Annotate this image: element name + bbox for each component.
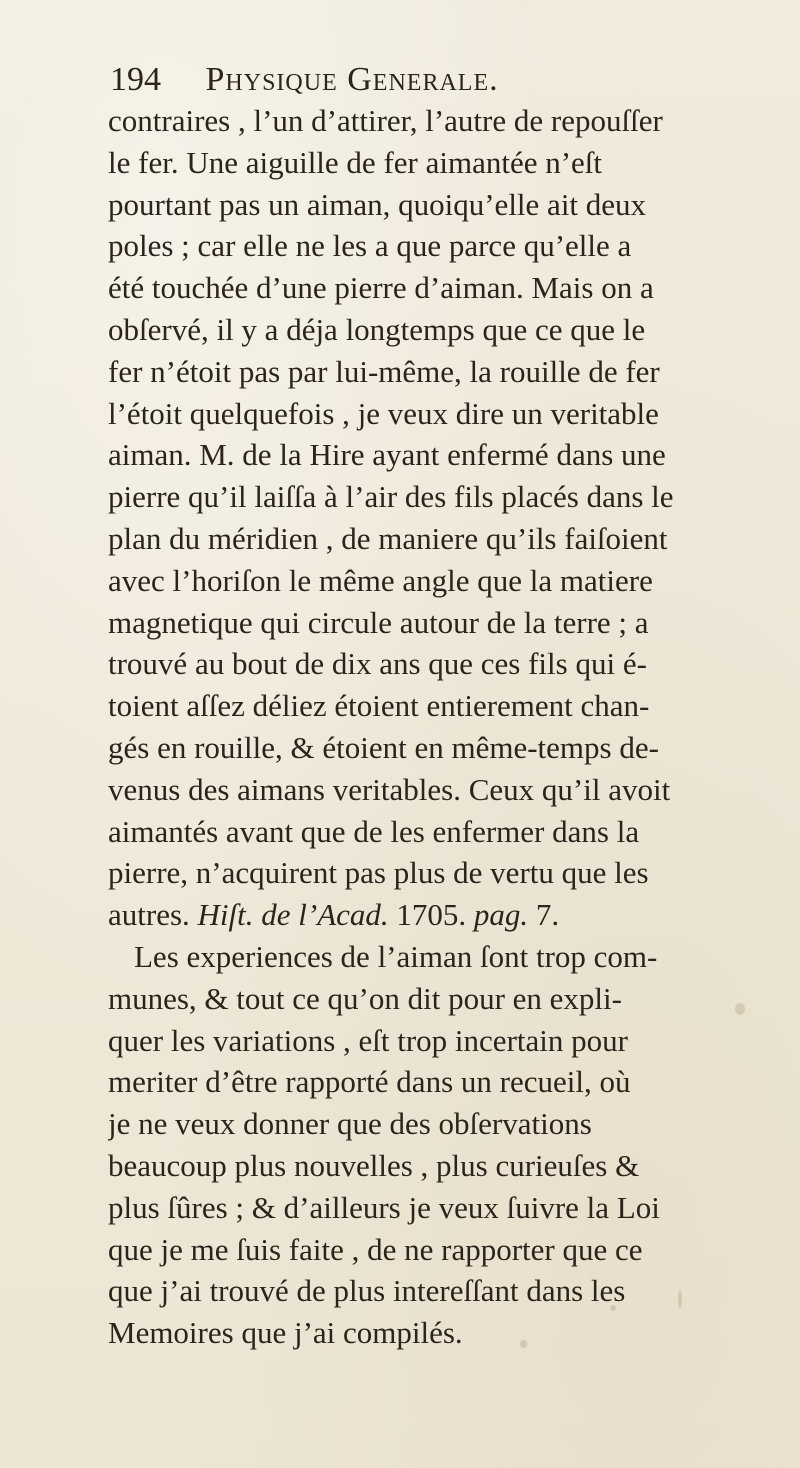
- text-line: aimantés avant que de les enfermer dans la: [108, 813, 640, 849]
- text-line: obſervé, il y a déja longtemps que ce que le: [108, 311, 646, 347]
- page-number: 194: [110, 61, 161, 98]
- text-line: que je me ſuis faite , de ne rapporter que ce: [108, 1231, 643, 1267]
- text-line: pierre qu’il laiſſa à l’air des fils placés dans le: [108, 479, 674, 515]
- text-line: que j’ai trouvé de plus intereſſant dans les: [108, 1273, 626, 1309]
- citation-page-label: pag.: [473, 897, 529, 933]
- text-line: aiman. M. de la Hire ayant enfermé dans une: [108, 437, 666, 473]
- text-line: magnetique qui circule autour de la terre ; a: [108, 604, 649, 640]
- citation-page-number: 7.: [528, 897, 560, 933]
- page-header: [110, 58, 730, 102]
- text-line: plus ſûres ; & d’ailleurs je veux ſuivre la Loi: [108, 1189, 660, 1225]
- text-line: été touchée d’une pierre d’aiman. Mais on a: [108, 270, 654, 306]
- text-line: poles ; car elle ne les a que parce qu’elle a: [108, 228, 632, 264]
- text-line: quer les variations , eſt trop incertain pour: [108, 1022, 628, 1058]
- citation-line: [108, 894, 798, 936]
- running-head: Physique Generale.: [205, 61, 499, 98]
- text-line: avec l’horiſon le même angle que la matiere: [108, 562, 653, 598]
- text-line: le fer. Une aiguille de fer aimantée n’eſt: [108, 144, 603, 180]
- text-line: munes, & tout ce qu’on dit pour en expli-: [108, 980, 622, 1016]
- citation-source: Hiſt. de l’Acad.: [197, 897, 389, 933]
- text-line: venus des aimans veritables. Ceux qu’il avoit: [108, 771, 671, 807]
- citation-year: 1705.: [388, 897, 474, 933]
- text-line: toient aſſez déliez étoient entierement chan-: [108, 688, 650, 724]
- text-line: pourtant pas un aiman, quoiqu’elle ait deux: [108, 186, 647, 222]
- text-line: beaucoup plus nouvelles , plus curieuſes &: [108, 1147, 640, 1183]
- text-line: fer n’étoit pas par lui-même, la rouille de fer: [108, 353, 660, 389]
- text-line: Memoires que j’ai compilés.: [108, 1315, 463, 1351]
- text-line: gés en rouille, & étoient en même-temps de-: [108, 729, 659, 765]
- text-line: plan du méridien , de maniere qu’ils faiſoient: [108, 520, 668, 556]
- text-line: pierre, n’acquirent pas plus de vertu que les: [108, 855, 649, 891]
- text-line: meriter d’être rapporté dans un recueil, où: [108, 1064, 631, 1100]
- citation-prefix: autres.: [108, 897, 198, 933]
- text-line: trouvé au bout de dix ans que ces fils qui é-: [108, 646, 647, 682]
- main-text: [108, 100, 798, 1354]
- text-line: je ne veux donner que des obſervations: [108, 1106, 592, 1142]
- text-line: Les experiences de l’aiman ſont trop com-: [134, 938, 658, 974]
- text-line: l’étoit quelquefois , je veux dire un veritable: [108, 395, 659, 431]
- text-line: contraires , l’un d’attirer, l’autre de repouſſer: [108, 103, 663, 138]
